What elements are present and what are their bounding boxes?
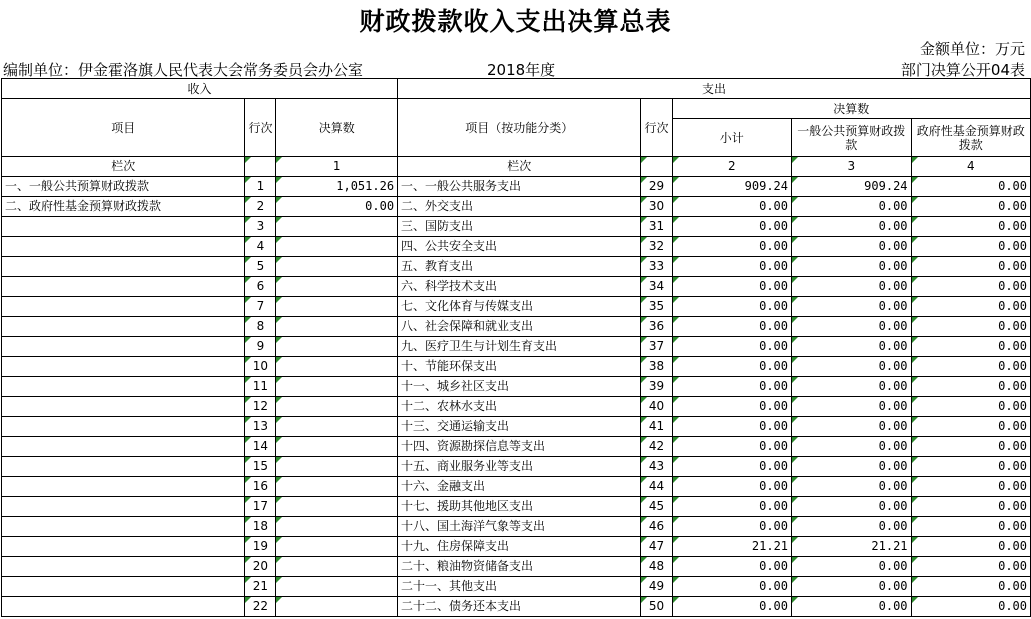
income-amount-cell — [276, 497, 398, 517]
income-item-cell — [2, 597, 245, 617]
income-item-cell — [2, 457, 245, 477]
expense-item-cell: 十七、援助其他地区支出 — [398, 497, 641, 517]
income-row-no-cell: 8 — [245, 317, 276, 337]
general-budget-cell: 0.00 — [792, 477, 912, 497]
table-row — [2, 437, 1031, 457]
expense-row-no-cell: 43 — [641, 457, 672, 477]
income-amount-cell — [276, 457, 398, 477]
gov-fund-cell: 0.00 — [911, 457, 1030, 477]
column-label: 栏次 — [2, 157, 245, 177]
gov-fund-cell: 0.00 — [911, 517, 1030, 537]
expense-item-cell: 十五、商业服务业等支出 — [398, 457, 641, 477]
org-label: 编制单位：伊金霍洛旗人民代表大会常务委员会办公室 — [3, 61, 364, 79]
general-budget-cell: 0.00 — [792, 417, 912, 437]
income-row-no-cell: 13 — [245, 417, 276, 437]
table-row — [2, 337, 1031, 357]
gov-fund-cell: 0.00 — [911, 417, 1030, 437]
income-amount-cell — [276, 357, 398, 377]
table-row — [2, 217, 1031, 237]
table-row — [2, 577, 1031, 597]
column-index-4: 4 — [911, 157, 1030, 177]
general-budget-cell: 0.00 — [792, 437, 912, 457]
gov-fund-cell: 0.00 — [911, 377, 1030, 397]
budget-table — [1, 78, 1031, 617]
table-row — [2, 557, 1031, 577]
expense-row-no-cell: 49 — [641, 577, 672, 597]
subtotal-cell: 0.00 — [672, 317, 792, 337]
expense-row-no-cell: 35 — [641, 297, 672, 317]
table-row — [2, 377, 1031, 397]
income-row-no-cell: 16 — [245, 477, 276, 497]
general-budget-cell: 0.00 — [792, 557, 912, 577]
income-row-no-cell: 9 — [245, 337, 276, 357]
general-budget-cell: 21.21 — [792, 537, 912, 557]
expense-row-no-cell: 30 — [641, 197, 672, 217]
gov-fund-cell: 0.00 — [911, 197, 1030, 217]
income-row-no-cell: 20 — [245, 557, 276, 577]
expense-row-no-cell: 44 — [641, 477, 672, 497]
subtotal-cell: 0.00 — [672, 517, 792, 537]
expense-item-cell: 八、社会保障和就业支出 — [398, 317, 641, 337]
column-index-3: 3 — [792, 157, 912, 177]
income-row-no-cell: 19 — [245, 537, 276, 557]
income-row-no-cell: 5 — [245, 257, 276, 277]
income-item-cell — [2, 557, 245, 577]
income-item-cell — [2, 537, 245, 557]
table-row — [2, 537, 1031, 557]
gov-fund-cell: 0.00 — [911, 297, 1030, 317]
form-code: 部门决算公开04表 — [900, 61, 1025, 79]
subtotal-cell: 0.00 — [672, 557, 792, 577]
col-item: 项目 — [2, 99, 245, 157]
col-out-row-no: 行次 — [641, 99, 672, 157]
general-budget-cell: 909.24 — [792, 177, 912, 197]
income-row-no-cell: 18 — [245, 517, 276, 537]
table-row — [2, 257, 1031, 277]
report-title: 财政拨款收入支出决算总表 — [359, 7, 672, 36]
subtotal-cell: 0.00 — [672, 457, 792, 477]
income-row-no-cell: 1 — [245, 177, 276, 197]
subtotal-cell: 21.21 — [672, 537, 792, 557]
income-row-no-cell: 6 — [245, 277, 276, 297]
income-amount-cell — [276, 377, 398, 397]
expense-row-no-cell: 31 — [641, 217, 672, 237]
expense-row-no-cell: 45 — [641, 497, 672, 517]
general-budget-cell: 0.00 — [792, 217, 912, 237]
income-item-cell — [2, 377, 245, 397]
subtotal-cell: 0.00 — [672, 417, 792, 437]
table-row — [2, 197, 1031, 217]
col-gov-fund: 政府性基金预算财政拨款 — [911, 119, 1030, 157]
subtotal-cell: 0.00 — [672, 477, 792, 497]
expense-item-cell: 十八、国土海洋气象等支出 — [398, 517, 641, 537]
gov-fund-cell: 0.00 — [911, 257, 1030, 277]
general-budget-cell: 0.00 — [792, 517, 912, 537]
general-budget-cell: 0.00 — [792, 597, 912, 617]
column-index-2: 2 — [672, 157, 792, 177]
table-row — [2, 357, 1031, 377]
general-budget-cell: 0.00 — [792, 457, 912, 477]
table-row — [2, 477, 1031, 497]
income-amount-cell — [276, 397, 398, 417]
table-row — [2, 237, 1031, 257]
income-item-cell — [2, 577, 245, 597]
subtotal-cell: 0.00 — [672, 597, 792, 617]
income-amount-cell — [276, 217, 398, 237]
expense-row-no-cell: 37 — [641, 337, 672, 357]
expense-row-no-cell: 50 — [641, 597, 672, 617]
expense-row-no-cell: 32 — [641, 237, 672, 257]
subtotal-cell: 0.00 — [672, 237, 792, 257]
expense-item-cell: 十三、交通运输支出 — [398, 417, 641, 437]
expense-header: 支出 — [398, 79, 1031, 99]
expense-row-no-cell: 34 — [641, 277, 672, 297]
expense-row-no-cell: 36 — [641, 317, 672, 337]
column-index-blank — [641, 157, 672, 177]
general-budget-cell: 0.00 — [792, 357, 912, 377]
income-row-no-cell: 22 — [245, 597, 276, 617]
subtotal-cell: 0.00 — [672, 437, 792, 457]
subtotal-cell: 0.00 — [672, 577, 792, 597]
general-budget-cell: 0.00 — [792, 277, 912, 297]
income-item-cell — [2, 217, 245, 237]
expense-item-cell: 四、公共安全支出 — [398, 237, 641, 257]
subtotal-cell: 0.00 — [672, 357, 792, 377]
subtotal-cell: 0.00 — [672, 497, 792, 517]
expense-item-cell: 一、一般公共服务支出 — [398, 177, 641, 197]
expense-row-no-cell: 40 — [641, 397, 672, 417]
expense-item-cell: 二、外交支出 — [398, 197, 641, 217]
income-row-no-cell: 17 — [245, 497, 276, 517]
col-item-by-func: 项目（按功能分类） — [398, 99, 641, 157]
expense-row-no-cell: 38 — [641, 357, 672, 377]
income-amount-cell — [276, 577, 398, 597]
table-row — [2, 277, 1031, 297]
gov-fund-cell: 0.00 — [911, 357, 1030, 377]
table-row — [2, 417, 1031, 437]
table-row — [2, 457, 1031, 477]
expense-item-cell: 三、国防支出 — [398, 217, 641, 237]
income-amount-cell — [276, 597, 398, 617]
expense-row-no-cell: 42 — [641, 437, 672, 457]
gov-fund-cell: 0.00 — [911, 337, 1030, 357]
expense-item-cell: 五、教育支出 — [398, 257, 641, 277]
col-subtotal: 小计 — [672, 119, 792, 157]
expense-row-no-cell: 47 — [641, 537, 672, 557]
gov-fund-cell: 0.00 — [911, 597, 1030, 617]
col-final-amount: 决算数 — [276, 99, 398, 157]
income-item-cell — [2, 417, 245, 437]
expense-row-no-cell: 33 — [641, 257, 672, 277]
income-row-no-cell: 21 — [245, 577, 276, 597]
gov-fund-cell: 0.00 — [911, 437, 1030, 457]
gov-fund-cell: 0.00 — [911, 177, 1030, 197]
expense-item-cell: 二十二、债务还本支出 — [398, 597, 641, 617]
income-row-no-cell: 10 — [245, 357, 276, 377]
gov-fund-cell: 0.00 — [911, 317, 1030, 337]
income-amount-cell — [276, 437, 398, 457]
income-item-cell — [2, 477, 245, 497]
expense-row-no-cell: 41 — [641, 417, 672, 437]
subtotal-cell: 0.00 — [672, 297, 792, 317]
general-budget-cell: 0.00 — [792, 317, 912, 337]
income-amount-cell — [276, 257, 398, 277]
expense-item-cell: 十九、住房保障支出 — [398, 537, 641, 557]
income-item-cell — [2, 317, 245, 337]
table-row — [2, 497, 1031, 517]
col-general-budget: 一般公共预算财政拨款 — [792, 119, 912, 157]
general-budget-cell: 0.00 — [792, 297, 912, 317]
expense-row-no-cell: 46 — [641, 517, 672, 537]
table-row — [2, 317, 1031, 337]
expense-item-cell: 七、文化体育与传媒支出 — [398, 297, 641, 317]
gov-fund-cell: 0.00 — [911, 537, 1030, 557]
general-budget-cell: 0.00 — [792, 577, 912, 597]
expense-item-cell: 十四、资源勘探信息等支出 — [398, 437, 641, 457]
income-amount-cell — [276, 297, 398, 317]
gov-fund-cell: 0.00 — [911, 477, 1030, 497]
unit-label: 金额单位：万元 — [919, 40, 1025, 58]
subtotal-cell: 0.00 — [672, 217, 792, 237]
subtotal-cell: 0.00 — [672, 197, 792, 217]
income-row-no-cell: 7 — [245, 297, 276, 317]
income-row-no-cell: 4 — [245, 237, 276, 257]
income-amount-cell: 1,051.26 — [276, 177, 398, 197]
income-row-no-cell: 3 — [245, 217, 276, 237]
income-item-cell — [2, 237, 245, 257]
income-item-cell — [2, 437, 245, 457]
general-budget-cell: 0.00 — [792, 497, 912, 517]
gov-fund-cell: 0.00 — [911, 557, 1030, 577]
gov-fund-cell: 0.00 — [911, 277, 1030, 297]
income-item-cell — [2, 277, 245, 297]
column-label-out: 栏次 — [398, 157, 641, 177]
year-label: 2018年度 — [487, 61, 556, 79]
income-item-cell — [2, 497, 245, 517]
subtotal-cell: 0.00 — [672, 257, 792, 277]
expense-row-no-cell: 29 — [641, 177, 672, 197]
expense-row-no-cell: 39 — [641, 377, 672, 397]
subtotal-cell: 0.00 — [672, 397, 792, 417]
subtotal-cell: 0.00 — [672, 337, 792, 357]
general-budget-cell: 0.00 — [792, 377, 912, 397]
gov-fund-cell: 0.00 — [911, 497, 1030, 517]
income-amount-cell — [276, 517, 398, 537]
income-amount-cell — [276, 317, 398, 337]
final-group-header: 决算数 — [672, 99, 1031, 119]
income-item-cell — [2, 357, 245, 377]
table-row — [2, 597, 1031, 617]
expense-item-cell: 九、医疗卫生与计划生育支出 — [398, 337, 641, 357]
income-amount-cell — [276, 537, 398, 557]
subtotal-cell: 0.00 — [672, 277, 792, 297]
income-amount-cell — [276, 237, 398, 257]
expense-item-cell: 十二、农林水支出 — [398, 397, 641, 417]
expense-item-cell: 十、节能环保支出 — [398, 357, 641, 377]
general-budget-cell: 0.00 — [792, 337, 912, 357]
gov-fund-cell: 0.00 — [911, 577, 1030, 597]
income-row-no-cell: 14 — [245, 437, 276, 457]
general-budget-cell: 0.00 — [792, 197, 912, 217]
gov-fund-cell: 0.00 — [911, 397, 1030, 417]
income-item-cell: 二、政府性基金预算财政拨款 — [2, 197, 245, 217]
subtotal-cell: 909.24 — [672, 177, 792, 197]
column-index-1: 1 — [276, 157, 398, 177]
general-budget-cell: 0.00 — [792, 237, 912, 257]
expense-item-cell: 二十、粮油物资储备支出 — [398, 557, 641, 577]
gov-fund-cell: 0.00 — [911, 217, 1030, 237]
income-amount-cell — [276, 417, 398, 437]
income-row-no-cell: 12 — [245, 397, 276, 417]
expense-row-no-cell: 48 — [641, 557, 672, 577]
income-item-cell: 一、一般公共预算财政拨款 — [2, 177, 245, 197]
income-item-cell — [2, 397, 245, 417]
income-amount-cell — [276, 277, 398, 297]
gov-fund-cell: 0.00 — [911, 237, 1030, 257]
income-item-cell — [2, 517, 245, 537]
income-amount-cell — [276, 557, 398, 577]
income-header: 收入 — [2, 79, 398, 99]
subtotal-cell: 0.00 — [672, 377, 792, 397]
expense-item-cell: 十六、金融支出 — [398, 477, 641, 497]
table-row — [2, 517, 1031, 537]
column-index-blank — [245, 157, 276, 177]
income-item-cell — [2, 337, 245, 357]
general-budget-cell: 0.00 — [792, 397, 912, 417]
expense-item-cell: 六、科学技术支出 — [398, 277, 641, 297]
income-row-no-cell: 11 — [245, 377, 276, 397]
table-row — [2, 177, 1031, 197]
col-row-no: 行次 — [245, 99, 276, 157]
income-amount-cell — [276, 337, 398, 357]
income-item-cell — [2, 257, 245, 277]
expense-item-cell: 二十一、其他支出 — [398, 577, 641, 597]
expense-item-cell: 十一、城乡社区支出 — [398, 377, 641, 397]
income-item-cell — [2, 297, 245, 317]
income-amount-cell: 0.00 — [276, 197, 398, 217]
income-row-no-cell: 15 — [245, 457, 276, 477]
general-budget-cell: 0.00 — [792, 257, 912, 277]
table-row — [2, 297, 1031, 317]
income-row-no-cell: 2 — [245, 197, 276, 217]
table-row — [2, 397, 1031, 417]
income-amount-cell — [276, 477, 398, 497]
